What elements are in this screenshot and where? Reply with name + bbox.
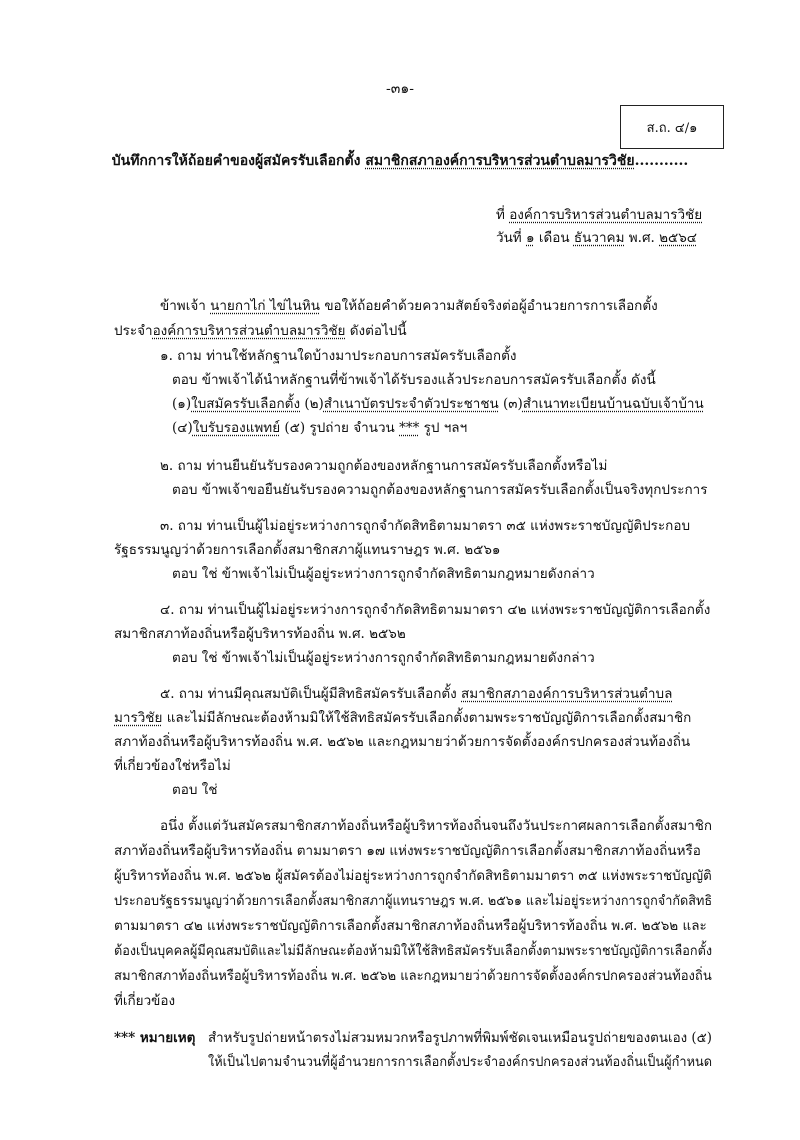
paragraph-line: ต้องเป็นบุคคลผู้มีคุณสมบัติและไม่มีลักษณะต้องห้ามมิให้ใช้สิทธิสมัครรับเลือกตั้งตามพระราชบัญญัติการเลือกตั้ง bbox=[114, 943, 713, 959]
intro-line-1 bbox=[160, 298, 658, 314]
paragraph-line: ผู้บริหารท้องถิ่น พ.ศ. ๒๕๖๒ ผู้สมัครต้องไม่อยู่ระหว่างการถูกจำกัดสิทธิตามมาตรา ๓๕ แห่งพระราชบัญญัติ bbox=[114, 868, 712, 884]
photo-count: *** bbox=[399, 420, 420, 436]
q3-question-line-1: ๓. ถาม ท่านเป็นผู้ไม่อยู่ระหว่างการถูกจำกัดสิทธิตามมาตรา ๓๕ แห่งพระราชบัญญัติประกอบ bbox=[160, 518, 691, 534]
q5-answer: ตอบ ใช่ bbox=[172, 782, 218, 798]
date-month: ธันวาคม bbox=[573, 230, 625, 246]
title-prefix: บันทึกการให้ถ้อยคำของผู้สมัครรับเลือกตั้ง bbox=[111, 153, 361, 169]
doc-item: (๕) รูปถ่าย จำนวน bbox=[284, 420, 395, 436]
q5-question-line-1 bbox=[160, 686, 672, 702]
date-year-label: พ.ศ. bbox=[628, 230, 655, 246]
q5-question-line-4: ที่เกี่ยวข้องใช่หรือไม่ bbox=[114, 758, 231, 774]
intro-text: ประจำ bbox=[114, 323, 153, 339]
intro-line-2 bbox=[114, 323, 407, 339]
page-number: -๓๑- bbox=[386, 81, 414, 97]
doc-number: (๓) bbox=[503, 396, 523, 412]
date-year: ๒๕๖๔ bbox=[659, 230, 698, 246]
doc-item: ใบรับรองแพทย์ bbox=[192, 420, 281, 436]
doc-item: รูป ฯลฯ bbox=[423, 420, 468, 436]
title-fill: สมาชิกสภาองค์การบริหารส่วนตำบลมารวิชัย bbox=[365, 153, 635, 169]
paragraph-line: ที่เกี่ยวข้อง bbox=[114, 993, 176, 1009]
intro-label: ข้าพเจ้า bbox=[160, 298, 206, 314]
q3-question-line-2: รัฐธรรมนูญว่าด้วยการเลือกตั้งสมาชิกสภาผู้แทนราษฎร พ.ศ. ๒๕๖๑ bbox=[114, 542, 501, 558]
place-line bbox=[496, 207, 702, 223]
paragraph-line: ประกอบรัฐธรรมนูญว่าด้วยการเลือกตั้งสมาชิกสภาผู้แทนราษฎร พ.ศ. ๒๕๖๑ และไม่อยู่ระหว่างการถูกจำกัดสิทธิ bbox=[114, 893, 713, 909]
q4-question-line-1: ๔. ถาม ท่านเป็นผู้ไม่อยู่ระหว่างการถูกจำกัดสิทธิตามมาตรา ๔๒ แห่งพระราชบัญญัติการเลือกตั้ง bbox=[160, 602, 711, 618]
note-label: *** หมายเหตุ bbox=[114, 1030, 196, 1046]
paragraph-line: สมาชิกสภาท้องถิ่นหรือผู้บริหารท้องถิ่น พ.ศ. ๒๕๖๒ และกฎหมายว่าด้วยการจัดตั้งองค์กรปกครองส่วนท้องถิ่น bbox=[114, 968, 712, 984]
organization-name: องค์การบริหารส่วนตำบลมารวิชัย bbox=[152, 323, 346, 339]
title-suffix: ........... bbox=[634, 153, 689, 169]
paragraph-line: สภาท้องถิ่นหรือผู้บริหารท้องถิ่น ตามมาตรา ๑๗ แห่งพระราชบัญญัติการเลือกตั้งสมาชิกสภาท้องถิ่นหรือ bbox=[114, 843, 701, 859]
doc-item: ใบสมัครรับเลือกตั้ง bbox=[191, 396, 301, 412]
q4-question-line-2: สมาชิกสภาท้องถิ่นหรือผู้บริหารท้องถิ่น พ.ศ. ๒๕๖๒ bbox=[114, 626, 406, 642]
date-line bbox=[496, 230, 697, 246]
q5-fill: มารวิชัย bbox=[114, 710, 163, 726]
declarant-name: นายกาไก่ ไข่ไนหิน bbox=[210, 298, 321, 314]
paragraph-line: ตามมาตรา ๔๒ แห่งพระราชบัญญัติการเลือกตั้งสมาชิกสภาท้องถิ่นหรือผู้บริหารท้องถิ่น พ.ศ. ๒๕๖๒ และ bbox=[114, 918, 707, 934]
form-code-box bbox=[620, 105, 724, 149]
document-title bbox=[0, 150, 800, 172]
q5-question-line-2 bbox=[114, 710, 691, 726]
form-code: ส.ถ. ๔/๑ bbox=[646, 120, 698, 136]
q2-answer: ตอบ ข้าพเจ้าขอยืนยันรับรองความถูกต้องของหลักฐานการสมัครรับเลือกตั้งเป็นจริงทุกประการ bbox=[172, 482, 708, 498]
doc-item: สำเนาทะเบียนบ้านฉบับเจ้าบ้าน bbox=[522, 396, 704, 412]
doc-number: (๒) bbox=[304, 396, 324, 412]
q1-question: ๑. ถาม ท่านใช้หลักฐานใดบ้างมาประกอบการสมัครรับเลือกตั้ง bbox=[160, 348, 517, 364]
q1-answer: ตอบ ข้าพเจ้าได้นำหลักฐานที่ข้าพเจ้าได้รับรองแล้วประกอบการสมัครรับเลือกตั้ง ดังนี้ bbox=[172, 372, 656, 388]
note-line-2: ให้เป็นไปตามจำนวนที่ผู้อำนวยการการเลือกตั้งประจำองค์กรปกครองส่วนท้องถิ่นเป็นผู้กำหนด bbox=[208, 1054, 713, 1070]
q5-fill: สมาชิกสภาองค์การบริหารส่วนตำบล bbox=[461, 686, 673, 702]
note-line-1: สำหรับรูปถ่ายหน้าตรงไม่สวมหมวกหรือรูปภาพที่พิมพ์ชัดเจนเหมือนรูปถ่ายของตนเอง (๕) bbox=[208, 1030, 712, 1046]
doc-number: (๑) bbox=[172, 396, 192, 412]
q5-text: และไม่มีลักษณะต้องห้ามมิให้ใช้สิทธิสมัครรับเลือกตั้งตามพระราชบัญญัติการเลือกตั้งสมาชิก bbox=[166, 710, 692, 726]
q5-text: ๕. ถาม ท่านมีคุณสมบัติเป็นผู้มีสิทธิสมัครรับเลือกตั้ง bbox=[160, 686, 457, 702]
place-value: องค์การบริหารส่วนตำบลมารวิชัย bbox=[509, 207, 703, 223]
q2-question: ๒. ถาม ท่านยืนยันรับรองความถูกต้องของหลักฐานการสมัครรับเลือกตั้งหรือไม่ bbox=[160, 458, 608, 474]
q3-answer: ตอบ ใช่ ข้าพเจ้าไม่เป็นผู้อยู่ระหว่างการถูกจำกัดสิทธิตามกฎหมายดังกล่าว bbox=[172, 566, 595, 582]
q4-answer: ตอบ ใช่ ข้าพเจ้าไม่เป็นผู้อยู่ระหว่างการถูกจำกัดสิทธิตามกฎหมายดังกล่าว bbox=[172, 650, 595, 666]
doc-number: (๔) bbox=[172, 420, 193, 436]
date-month-label: เดือน bbox=[538, 230, 570, 246]
date-day-label: วันที่ bbox=[496, 230, 522, 246]
intro-text: ดังต่อไปนี้ bbox=[349, 323, 407, 339]
place-label: ที่ bbox=[496, 207, 505, 223]
q1-documents-line-2 bbox=[172, 420, 467, 436]
date-day: ๑ bbox=[526, 230, 535, 246]
doc-item: สำเนาบัตรประจำตัวประชาชน bbox=[323, 396, 499, 412]
q1-documents-line-1 bbox=[172, 396, 704, 412]
q5-question-line-3: สภาท้องถิ่นหรือผู้บริหารท้องถิ่น พ.ศ. ๒๕๖๒ และกฎหมายว่าด้วยการจัดตั้งองค์กรปกครองส่วนท้องถิ่น bbox=[114, 734, 691, 750]
intro-text: ขอให้ถ้อยคำด้วยความสัตย์จริงต่อผู้อำนวยการการเลือกตั้ง bbox=[324, 298, 658, 314]
paragraph-line: อนึ่ง ตั้งแต่วันสมัครสมาชิกสภาท้องถิ่นหรือผู้บริหารท้องถิ่นจนถึงวันประกาศผลการเลือกตั้งสมาชิก bbox=[160, 818, 712, 834]
